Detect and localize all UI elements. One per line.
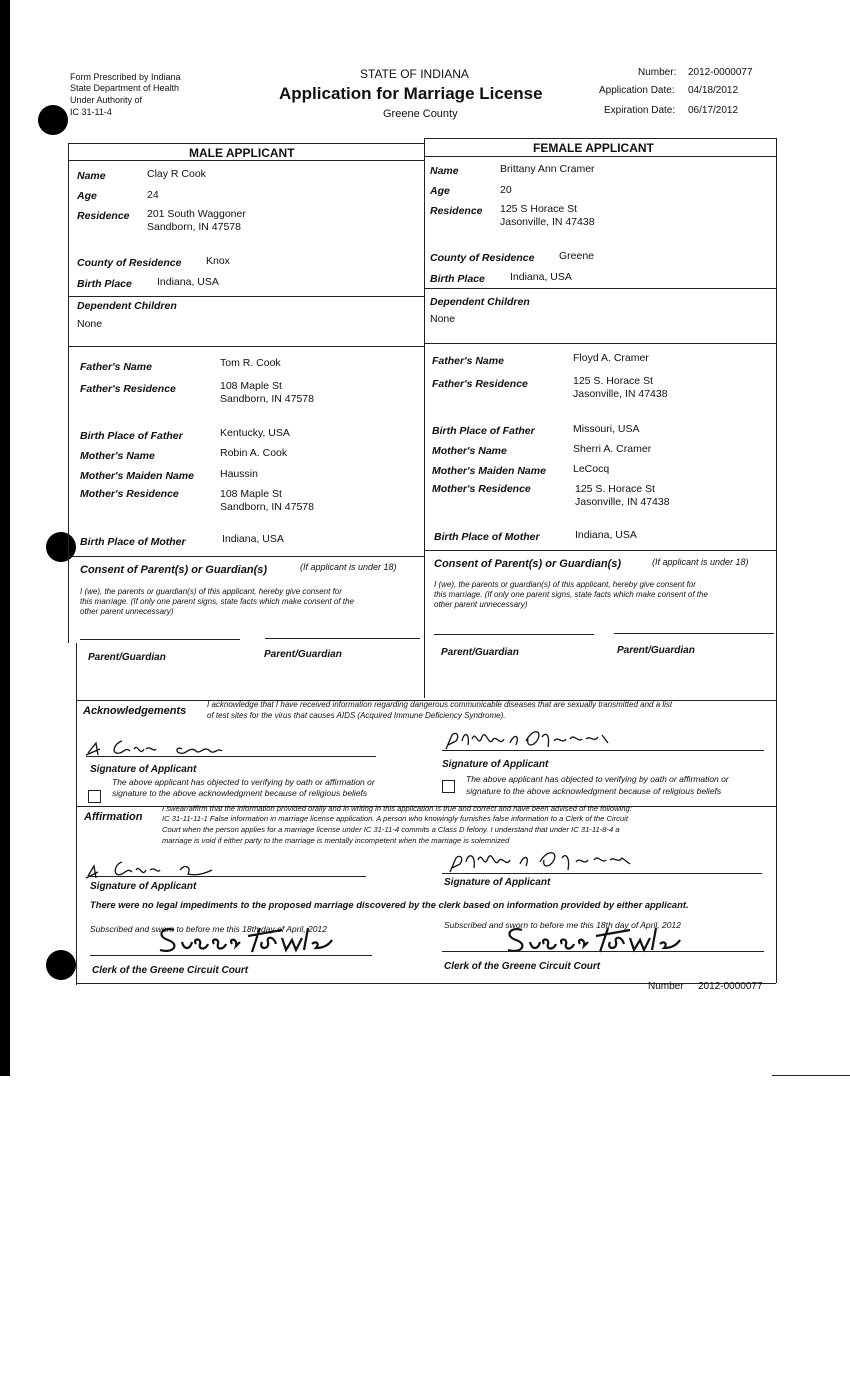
male-clerk-sig-line [90,955,372,956]
female-parent-guardian-1: Parent/Guardian [441,647,519,658]
male-subscribed-text: Subscribed and sworn to before me this 18th day of April, 2012 [90,924,327,934]
male-objected-text-2: signature to the above acknowledgment because of religious beliefs [112,788,368,798]
male-header-underline [68,160,424,161]
footer-number-value: 2012-0000077 [698,981,763,992]
female-consent-title: Consent of Parent(s) or Guardian(s) [434,558,622,570]
male-consent-text3: other parent unnecessary) [80,607,174,616]
frame-top-left [68,143,424,144]
female-age-value: 20 [500,184,512,196]
state-heading: STATE OF INDIANA [360,67,469,81]
frame-left [68,143,69,643]
male-father-name-value: Tom R. Cook [220,357,281,369]
female-county-label: County of Residence [430,252,535,264]
number-label: Number: [638,67,677,78]
female-name-label: Name [430,165,459,177]
female-parent-line-2 [614,633,774,634]
male-dependents-label: Dependent Children [77,300,177,312]
female-residence-line2: Jasonville, IN 47438 [500,216,595,228]
male-father-name-label: Father's Name [80,361,152,373]
male-mother-name-value: Robin A. Cook [220,447,288,459]
app-date-label: Application Date: [599,85,675,96]
male-age-label: Age [77,190,97,202]
clerk-signature-male [152,922,342,958]
divider-female-2 [424,343,776,344]
male-mother-name-label: Mother's Name [80,450,155,462]
divider-male-2 [68,346,424,347]
divider-consent-m [68,556,424,557]
male-age-value: 24 [147,189,159,201]
female-mother-name-label: Mother's Name [432,445,507,457]
female-consent-text3: other parent unnecessary) [434,600,528,609]
male-parent-line-1 [80,639,240,640]
county-heading: Greene County [383,108,458,120]
male-mother-maiden-value: Haussin [220,468,258,480]
affirmation-title: Affirmation [84,811,143,823]
male-residence-line2: Sandborn, IN 47578 [147,221,241,233]
female-birthplace-label: Birth Place [430,273,485,285]
female-father-name-label: Father's Name [432,355,504,367]
affirm-text-2: IC 31-11-11-1 False information in marriage license application. A person who knowingly furnishes false information to a Clerk of the Circuit [162,814,628,823]
male-father-res-label: Father's Residence [80,383,176,395]
divider-consent-f [424,550,776,551]
female-mother-bp-label: Birth Place of Mother [434,531,540,543]
female-birthplace-value: Indiana, USA [510,271,572,283]
female-dependents-value: None [430,313,456,325]
affirm-text-1: I swear/affirm that the information provided orally and in writing in this application is true and correct and have been advised of the following: [162,804,632,813]
female-affirm-sig-line [442,873,762,874]
male-father-bp-label: Birth Place of Father [80,430,183,442]
female-mother-maiden-value: LeCocq [573,463,610,475]
female-father-res-label: Father's Residence [432,378,528,390]
male-parent-guardian-1: Parent/Guardian [88,652,166,663]
female-parent-guardian-2: Parent/Guardian [617,645,695,656]
female-mother-maiden-label: Mother's Maiden Name [432,465,546,477]
female-mother-bp-value: Indiana, USA [575,529,637,541]
female-father-bp-value: Missouri, USA [573,423,640,435]
male-ack-sig-line [86,756,376,757]
male-consent-text1: I (we), the parents or guardian(s) of this applicant, hereby give consent for [80,587,342,596]
male-birthplace-value: Indiana, USA [157,276,219,288]
female-dependents-label: Dependent Children [430,296,530,308]
female-ack-sig-line [442,750,764,751]
male-mother-res-label: Mother's Residence [80,488,179,500]
male-applicant-header: MALE APPLICANT [189,146,295,160]
male-birthplace-label: Birth Place [77,278,132,290]
male-mother-res-line2: Sandborn, IN 47578 [220,501,314,513]
female-clerk-label: Clerk of the Greene Circuit Court [444,961,601,972]
male-consent-text2: this marriage. (If only one parent signs, state facts which make consent of the [80,597,354,606]
female-consent-text1: I (we), the parents or guardian(s) of this applicant, hereby give consent for [434,580,696,589]
female-mother-res-line2: Jasonville, IN 47438 [575,496,670,508]
male-objected-text-1: The above applicant has objected to verifying by oath or affirmation or [112,777,375,787]
female-consent-text2: this marriage. (If only one parent signs, state facts which make consent of the [434,590,708,599]
punch-hole-middle [46,532,76,562]
no-impediments-text: There were no legal impediments to the proposed marriage discovered by the clerk based on information provided by either applicant. [90,899,689,910]
male-sig-applicant-label: Signature of Applicant [90,764,197,775]
female-signature-affirm [446,846,666,880]
male-mother-maiden-label: Mother's Maiden Name [80,470,194,482]
male-residence-line1: 201 South Waggoner [147,208,246,220]
male-father-res-line1: 108 Maple St [220,380,282,392]
female-sig-applicant-label: Signature of Applicant [442,759,549,770]
female-signature-ack [442,725,642,759]
male-name-label: Name [77,170,106,182]
male-county-value: Knox [206,255,230,267]
female-father-res-line2: Jasonville, IN 47438 [573,388,668,400]
frame-left-lower [76,643,77,985]
male-dependents-value: None [77,318,103,330]
male-father-res-line2: Sandborn, IN 47578 [220,393,314,405]
male-parent-line-2 [265,638,420,639]
female-consent-under18: (If applicant is under 18) [652,557,749,567]
affirm-text-3: Court when the person applies for a marriage license under IC 31-11-4 commits a Class D felony. I understand that under IC 31-11-8-4 a [162,825,620,834]
male-name-value: Clay R Cook [147,168,206,180]
affirm-text-4: marriage is void if either party to the marriage is mentally incompetent when the marriage is solemnized [162,836,510,845]
male-affirm-sig-line [90,876,366,877]
female-subscribed-text: Subscribed and sworn to before me this 18th day of April, 2012 [444,920,681,930]
female-affirm-sig-label: Signature of Applicant [444,877,551,888]
female-objected-text-1: The above applicant has objected to verifying by oath or affirmation or [466,774,729,784]
female-objected-text-2: signature to the above acknowledgment because of religious beliefs [466,786,722,796]
divider-female-1 [424,288,776,289]
female-father-res-line1: 125 S. Horace St [573,375,653,387]
male-affirm-sig-label: Signature of Applicant [90,881,197,892]
female-parent-line-1 [434,634,594,635]
exp-date-label: Expiration Date: [604,105,676,116]
female-county-value: Greene [559,250,595,262]
male-signature-ack [84,735,244,765]
punch-hole-bottom [46,950,76,980]
female-father-bp-label: Birth Place of Father [432,425,535,437]
divider-male-1 [68,296,424,297]
scan-edge-left [0,0,10,1076]
female-mother-res-label: Mother's Residence [432,483,531,495]
number-value: 2012-0000077 [688,67,753,78]
female-header-underline [424,156,776,157]
male-objected-checkbox[interactable] [88,790,101,803]
male-residence-label: Residence [77,210,130,222]
app-date-value: 04/18/2012 [688,85,739,96]
female-mother-name-value: Sherri A. Cramer [573,443,652,455]
male-mother-bp-label: Birth Place of Mother [80,536,186,548]
female-objected-checkbox[interactable] [442,780,455,793]
female-clerk-sig-line [442,951,764,952]
female-residence-label: Residence [430,205,483,217]
male-county-label: County of Residence [77,257,182,269]
female-applicant-header: FEMALE APPLICANT [533,141,654,155]
male-parent-guardian-2: Parent/Guardian [264,649,342,660]
punch-hole-top [38,105,68,135]
frame-right [776,138,777,983]
clerk-signature-female [500,922,690,958]
male-consent-under18: (If applicant is under 18) [300,562,397,572]
frame-top-right [424,138,776,139]
form-title: Application for Marriage License [279,84,543,103]
scan-artifact-line [772,1075,850,1076]
male-father-bp-value: Kentucky, USA [220,427,290,439]
female-mother-res-line1: 125 S. Horace St [575,483,655,495]
male-mother-res-line1: 108 Maple St [220,488,282,500]
male-clerk-label: Clerk of the Greene Circuit Court [92,965,249,976]
frame-middle [424,138,425,698]
male-consent-title: Consent of Parent(s) or Guardian(s) [80,564,268,576]
ack-text-2: of test sites for the virus that causes AIDS (Acquired Immune Deficiency Syndrome). [207,711,506,720]
acknowledgements-title: Acknowledgements [83,705,187,717]
female-father-name-value: Floyd A. Cramer [573,352,649,364]
exp-date-value: 06/17/2012 [688,105,739,116]
female-residence-line1: 125 S Horace St [500,203,578,215]
female-name-value: Brittany Ann Cramer [500,163,595,175]
female-age-label: Age [430,185,450,197]
footer-number-label: Number [648,981,684,992]
ack-text-1: I acknowledge that I have received information regarding dangerous communicable diseases that are sexually transmitted and a list [207,700,673,709]
male-mother-bp-value: Indiana, USA [222,533,284,545]
